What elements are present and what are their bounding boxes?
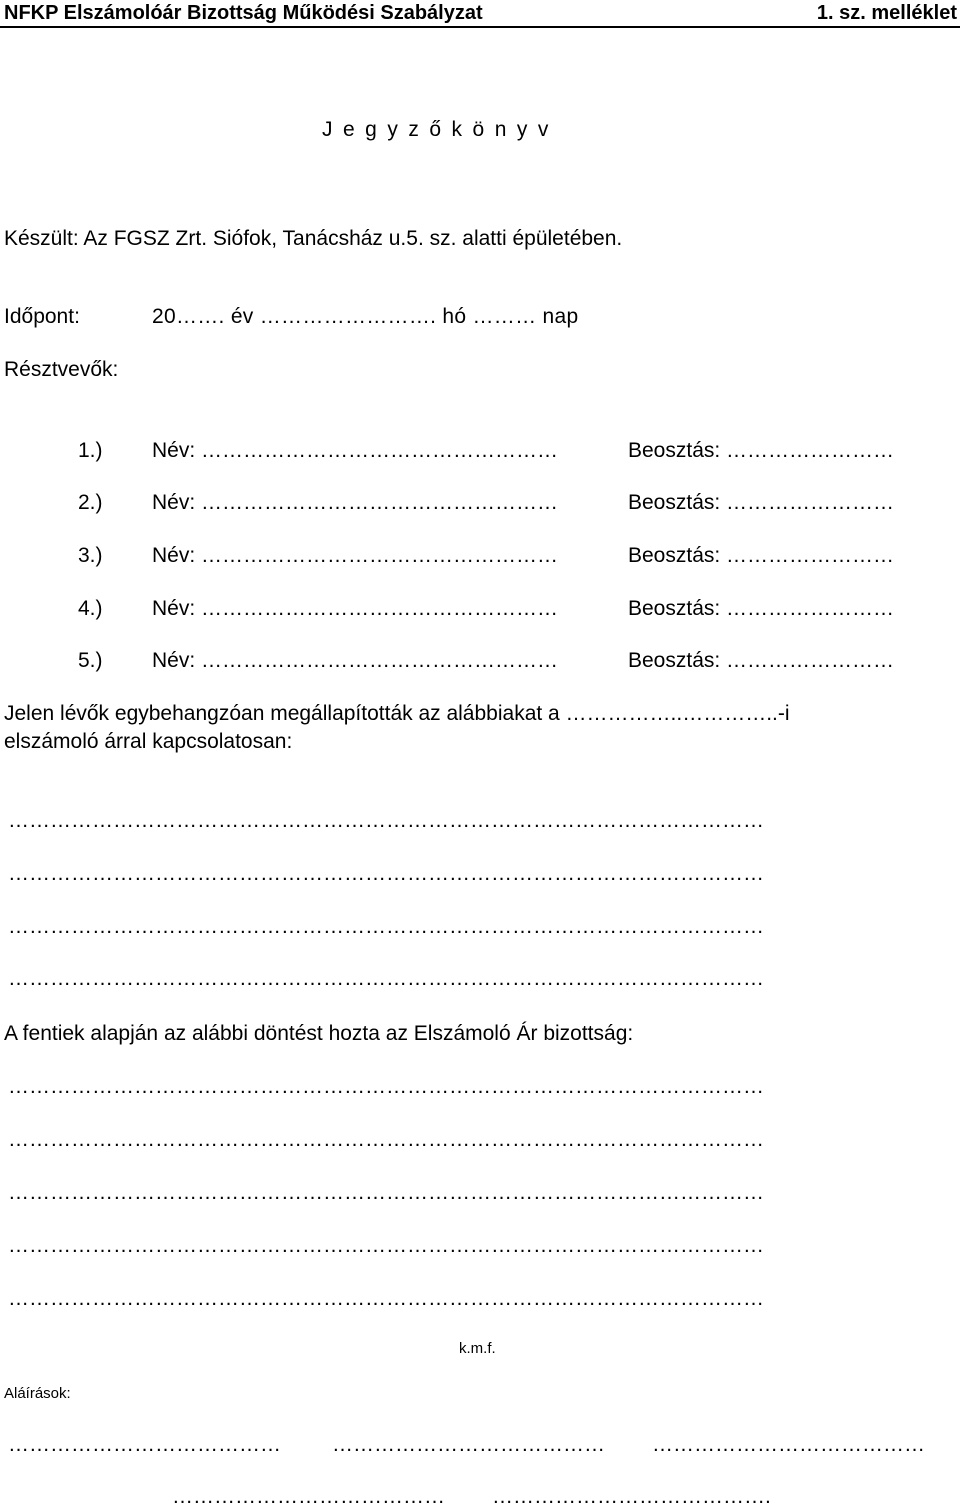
findings-line: ……………………………………………………………………………………………… <box>8 915 764 938</box>
kmf-label: k.m.f. <box>459 1340 496 1357</box>
participant-role: Beosztás: …………………… <box>628 439 895 462</box>
participant-role: Beosztás: …………………… <box>628 597 895 620</box>
document-title: Jegyzőkönyv <box>322 118 559 141</box>
findings-line: ……………………………………………………………………………………………… <box>8 967 764 990</box>
time-value: 20……. év ……………………. hó ……… nap <box>152 305 579 328</box>
participant-name: Név: …………………………………………… <box>152 544 559 567</box>
statement-line-1: Jelen lévők egybehangzóan megállapították az alábbiakat a ……………..…………..-i <box>4 702 790 725</box>
participant-number: 4.) <box>78 597 103 620</box>
location-line: Készült: Az FGSZ Zrt. Siófok, Tanácsház u.5. sz. alatti épületében. <box>4 227 623 250</box>
decision-line: ……………………………………………………………………………………………… <box>8 1075 764 1098</box>
participant-name: Név: …………………………………………… <box>152 649 559 672</box>
participant-name: Név: …………………………………………… <box>152 597 559 620</box>
participant-name: Név: …………………………………………… <box>152 439 559 462</box>
participant-number: 5.) <box>78 649 103 672</box>
participant-number: 2.) <box>78 491 103 514</box>
participant-number: 1.) <box>78 439 103 462</box>
signatures-label: Aláírások: <box>4 1385 71 1402</box>
findings-line: ……………………………………………………………………………………………… <box>8 862 764 885</box>
document-header-annex: 1. sz. melléklet <box>816 2 957 24</box>
participant-role: Beosztás: …………………… <box>628 649 895 672</box>
participant-role: Beosztás: …………………… <box>628 544 895 567</box>
decision-label: A fentiek alapján az alábbi döntést hozta az Elszámoló Ár bizottság: <box>4 1022 634 1045</box>
participants-label: Résztvevők: <box>4 358 119 381</box>
time-label: Időpont: <box>4 305 80 328</box>
decision-line: ……………………………………………………………………………………………… <box>8 1128 764 1151</box>
header-rule <box>0 26 960 28</box>
findings-line: ……………………………………………………………………………………………… <box>8 809 764 832</box>
signature-line: ………………………………… <box>652 1433 925 1456</box>
signature-line: ………………………………… <box>332 1433 605 1456</box>
signature-line: ………………………………… <box>8 1433 281 1456</box>
decision-line: ……………………………………………………………………………………………… <box>8 1181 764 1204</box>
decision-line: ……………………………………………………………………………………………… <box>8 1287 764 1310</box>
decision-line: ……………………………………………………………………………………………… <box>8 1234 764 1257</box>
participant-role: Beosztás: …………………… <box>628 491 895 514</box>
participant-number: 3.) <box>78 544 103 567</box>
participant-name: Név: …………………………………………… <box>152 491 559 514</box>
signature-line: ………………………………… <box>172 1485 445 1508</box>
signature-line: …………………………………. <box>492 1485 771 1508</box>
document-header-title: NFKP Elszámolóár Bizottság Működési Szabályzat <box>4 2 483 24</box>
statement-line-2: elszámoló árral kapcsolatosan: <box>4 730 293 753</box>
